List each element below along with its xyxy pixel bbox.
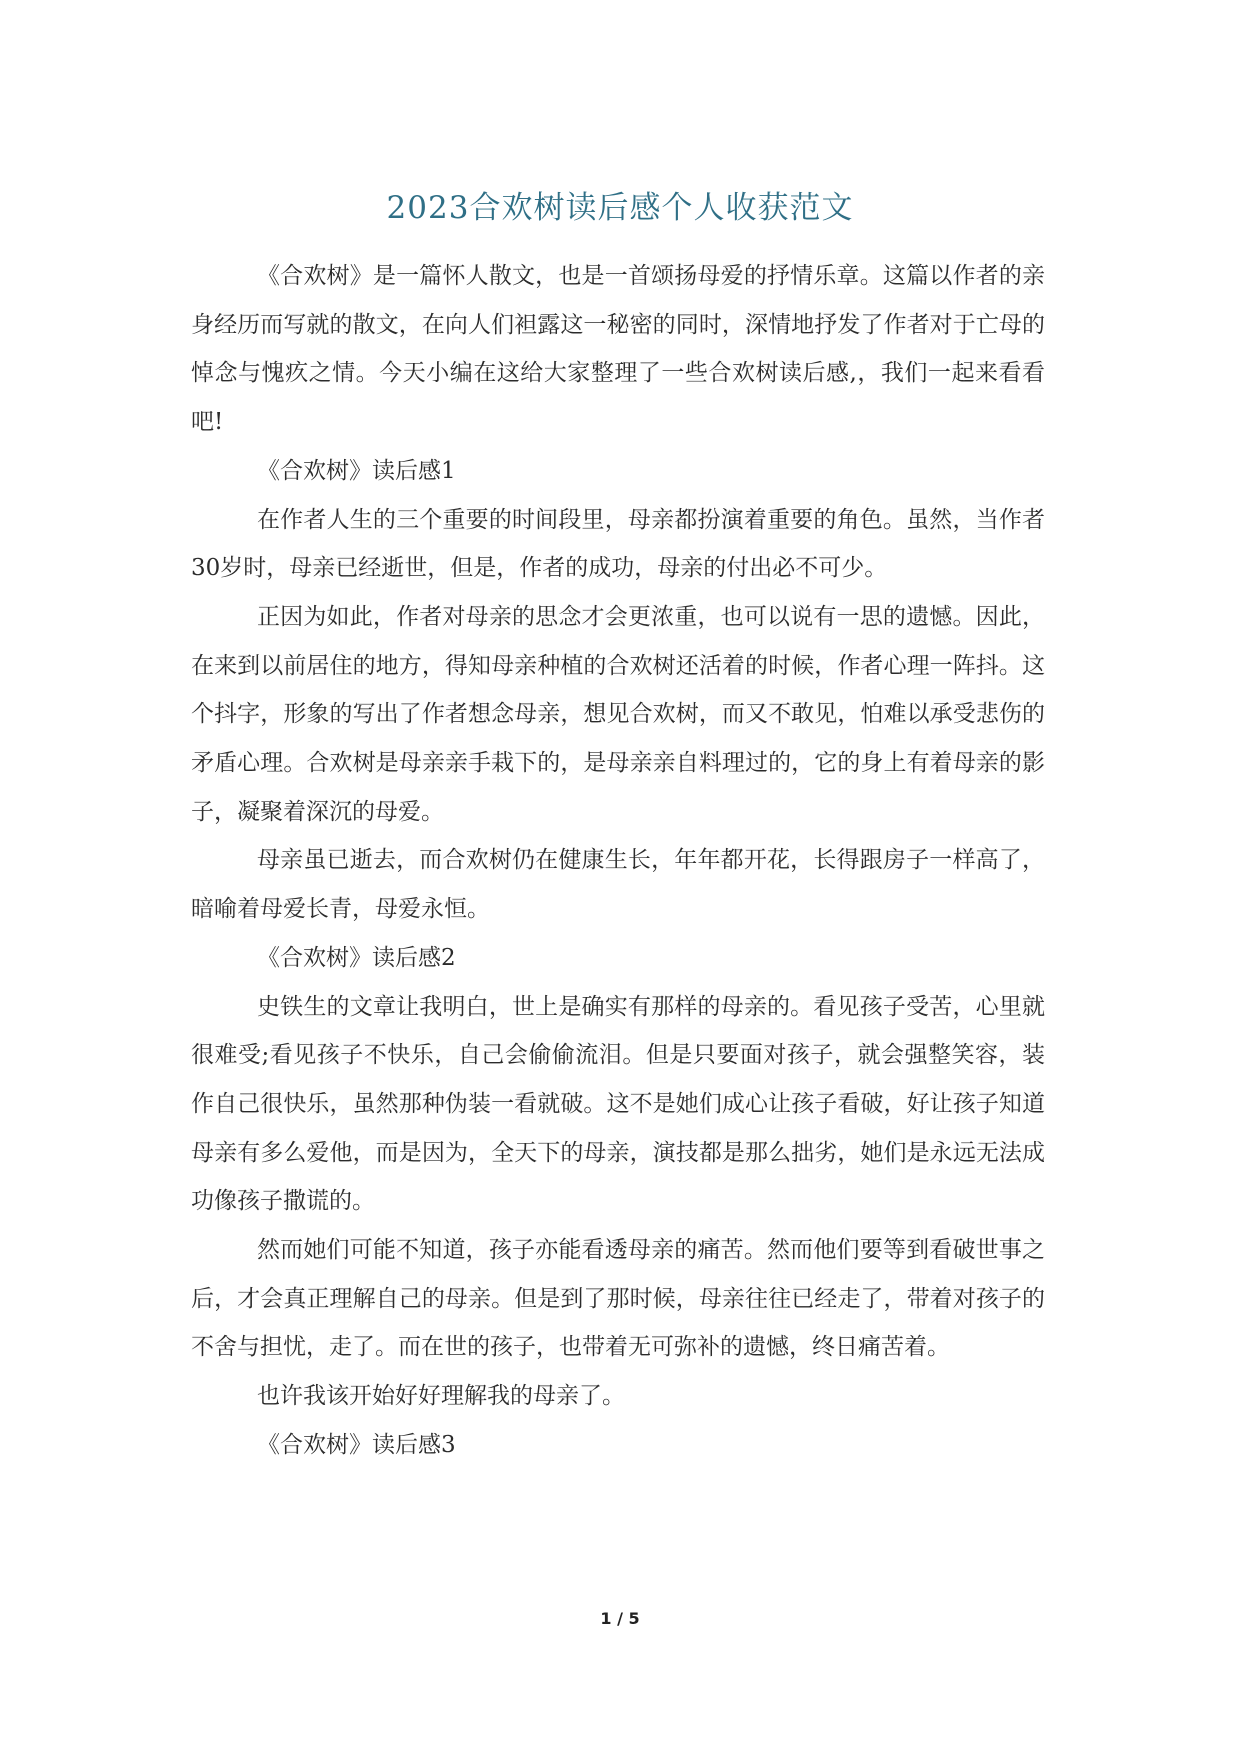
- page-number: 1 / 5: [600, 1609, 640, 1628]
- document-body: [191, 252, 1045, 1470]
- body-paragraph: 然而她们可能不知道，孩子亦能看透母亲的痛苦。然而他们要等到看破世事之后，才会真正理解自己的母亲。但是到了那时候，母亲往往已经走了，带着对孩子的不舍与担忧，走了。而在世的孩子，也带着无可弥补的遗憾，终日痛苦着。: [191, 1237, 1045, 1361]
- intro-paragraph: 《合欢树》是一篇怀人散文，也是一首颂扬母爱的抒情乐章。这篇以作者的亲身经历而写就的散文，在向人们袒露这一秘密的同时，深情地抒发了作者对于亡母的悼念与愧疚之情。今天小编在这给大家整理了一些合欢树读后感,，我们一起来看看吧!: [191, 263, 1045, 436]
- section-heading-1: 《合欢树》读后感1: [257, 457, 456, 484]
- body-paragraph: 在作者人生的三个重要的时间段里，母亲都扮演着重要的角色。虽然，当作者30岁时，母亲已经逝世，但是，作者的成功，母亲的付出必不可少。: [191, 506, 1045, 582]
- body-paragraph: 母亲虽已逝去，而合欢树仍在健康生长，年年都开花，长得跟房子一样高了，暗喻着母爱长青，母爱永恒。: [191, 847, 1045, 923]
- section-heading-2: 《合欢树》读后感2: [257, 944, 456, 971]
- body-paragraph: 也许我该开始好好理解我的母亲了。: [257, 1383, 625, 1410]
- body-paragraph: 史铁生的文章让我明白，世上是确实有那样的母亲的。看见孩子受苦，心里就很难受;看见孩子不快乐，自己会偷偷流泪。但是只要面对孩子，就会强整笑容，装作自己很快乐，虽然那种伪装一看就破。这不是她们成心让孩子看破，好让孩子知道母亲有多么爱他，而是因为，全天下的母亲，演技都是那么拙劣，她们是永远无法成功像孩子撒谎的。: [191, 993, 1045, 1215]
- document-title: 2023合欢树读后感个人收获范文: [386, 190, 854, 226]
- body-paragraph: 正因为如此，作者对母亲的思念才会更浓重，也可以说有一思的遗憾。因此，在来到以前居住的地方，得知母亲种植的合欢树还活着的时候，作者心理一阵抖。这个抖字，形象的写出了作者想念母亲，想见合欢树，而又不敢见，怕难以承受悲伤的矛盾心理。合欢树是母亲亲手栽下的，是母亲亲自料理过的，它的身上有着母亲的影子，凝聚着深沉的母爱。: [191, 603, 1045, 825]
- section-heading-3: 《合欢树》读后感3: [257, 1431, 456, 1458]
